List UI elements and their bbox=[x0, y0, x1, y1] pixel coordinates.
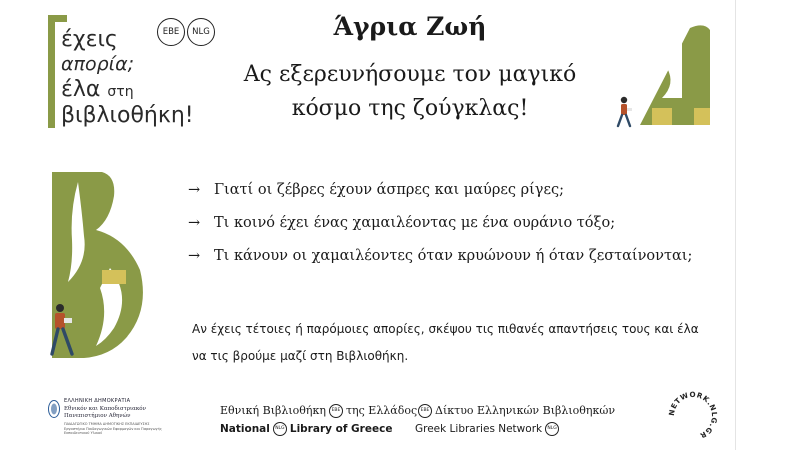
ebe-mini-badge: EBE bbox=[418, 404, 432, 418]
gov-line-3: ΠΑΙΔΑΓΩΓΙΚΟ ΤΜΗΜΑ ΔΗΜΟΤΙΚΗΣ ΕΚΠΑΙΔΕΥΣΗΣ Εργαστήριο Παιδαγωγικών Εφαρμογών και Παραγωγής Εκπαιδευτικού Υλικού bbox=[64, 422, 162, 435]
svg-text:NETWORK.NLG.GR bbox=[667, 390, 719, 440]
nlg-greek-name-b: της Ελλάδος bbox=[345, 404, 418, 417]
invitation-line-2: να τις βρούμε μαζί στη Βιβλιοθήκη. bbox=[192, 349, 409, 363]
question-text: Γιατί οι ζέβρες έχουν άσπρες και μαύρες ρίγες; bbox=[214, 182, 564, 198]
question-text: Τι κάνουν οι χαμαιλέοντες όταν κρυώνουν ή όταν ζεσταίνονται; bbox=[214, 248, 693, 264]
subtitle-line-2: κόσμο της ζούγκλας! bbox=[291, 96, 529, 121]
nlg-mini-badge: NLG bbox=[273, 422, 287, 436]
ebe-mini-badge: EBE bbox=[329, 404, 343, 418]
question-list bbox=[188, 182, 692, 281]
nlg-english-name-b: Library of Greece bbox=[289, 423, 393, 435]
invitation-line-1: Αν έχεις τέτοιες ή παρόμοιες απορίες, σκέψου τις πιθανές απαντήσεις τους και έλα bbox=[192, 322, 699, 336]
network-ring-text: NETWORK.NLG.GR bbox=[666, 389, 720, 441]
motto-line-4: βιβλιοθήκη! bbox=[61, 103, 194, 128]
greek-libraries-network-logo bbox=[415, 404, 615, 436]
gov-line-2: Εθνικόν και Καποδιστριακόν Πανεπιστήμιον Αθηνών bbox=[64, 406, 146, 419]
badge-group bbox=[157, 18, 215, 46]
gl-english-name: Greek Libraries Network bbox=[415, 423, 543, 435]
motto-line-3 bbox=[61, 77, 134, 102]
motto-bar-cap bbox=[55, 15, 67, 22]
seal-icon bbox=[48, 400, 60, 418]
letter-b-decoration bbox=[40, 170, 150, 360]
gov-line-1: ΕΛΛΗΝΙΚΗ ΔΗΜΟΚΡΑΤΙΑ bbox=[64, 398, 131, 404]
page-title: Άγρια Ζωή bbox=[333, 12, 487, 41]
question-text: Τι κοινό έχει ένας χαμαιλέοντας με ένα ουράνιο τόξο; bbox=[214, 215, 616, 231]
nlg-greek-name-a: Εθνική Βιβλιοθήκη bbox=[220, 404, 326, 417]
motto-line-1: έχεις bbox=[61, 27, 118, 52]
letter-a-decoration bbox=[612, 20, 722, 130]
question-item bbox=[188, 182, 692, 215]
motto-line-3-small: στη bbox=[107, 84, 134, 100]
university-logo bbox=[48, 398, 168, 438]
nlg-english-name-a: National bbox=[220, 423, 270, 435]
nlg-badge: NLG bbox=[187, 18, 215, 46]
network-ring-logo bbox=[665, 388, 721, 444]
nlg-mini-badge: NLG bbox=[545, 422, 559, 436]
arrow-right-icon: → bbox=[188, 248, 201, 264]
walking-person-icon bbox=[618, 97, 632, 126]
motto-line-2: απορία; bbox=[61, 53, 135, 75]
subtitle-line-1: Ας εξερευνήσουμε τον μαγικό bbox=[243, 62, 577, 87]
arrow-right-icon: → bbox=[188, 215, 201, 231]
invitation-text bbox=[192, 316, 712, 370]
motto-bar bbox=[48, 15, 55, 128]
question-item bbox=[188, 215, 692, 248]
national-library-logo bbox=[220, 404, 417, 436]
gl-greek-name: Δίκτυο Ελληνικών Βιβλιοθηκών bbox=[435, 404, 616, 417]
page-subtitle bbox=[220, 58, 600, 126]
ebe-badge: EBE bbox=[157, 18, 185, 46]
question-item bbox=[188, 248, 692, 281]
motto-line-3-main: έλα bbox=[61, 77, 101, 102]
arrow-right-icon: → bbox=[188, 182, 201, 198]
divider-line bbox=[735, 0, 736, 450]
